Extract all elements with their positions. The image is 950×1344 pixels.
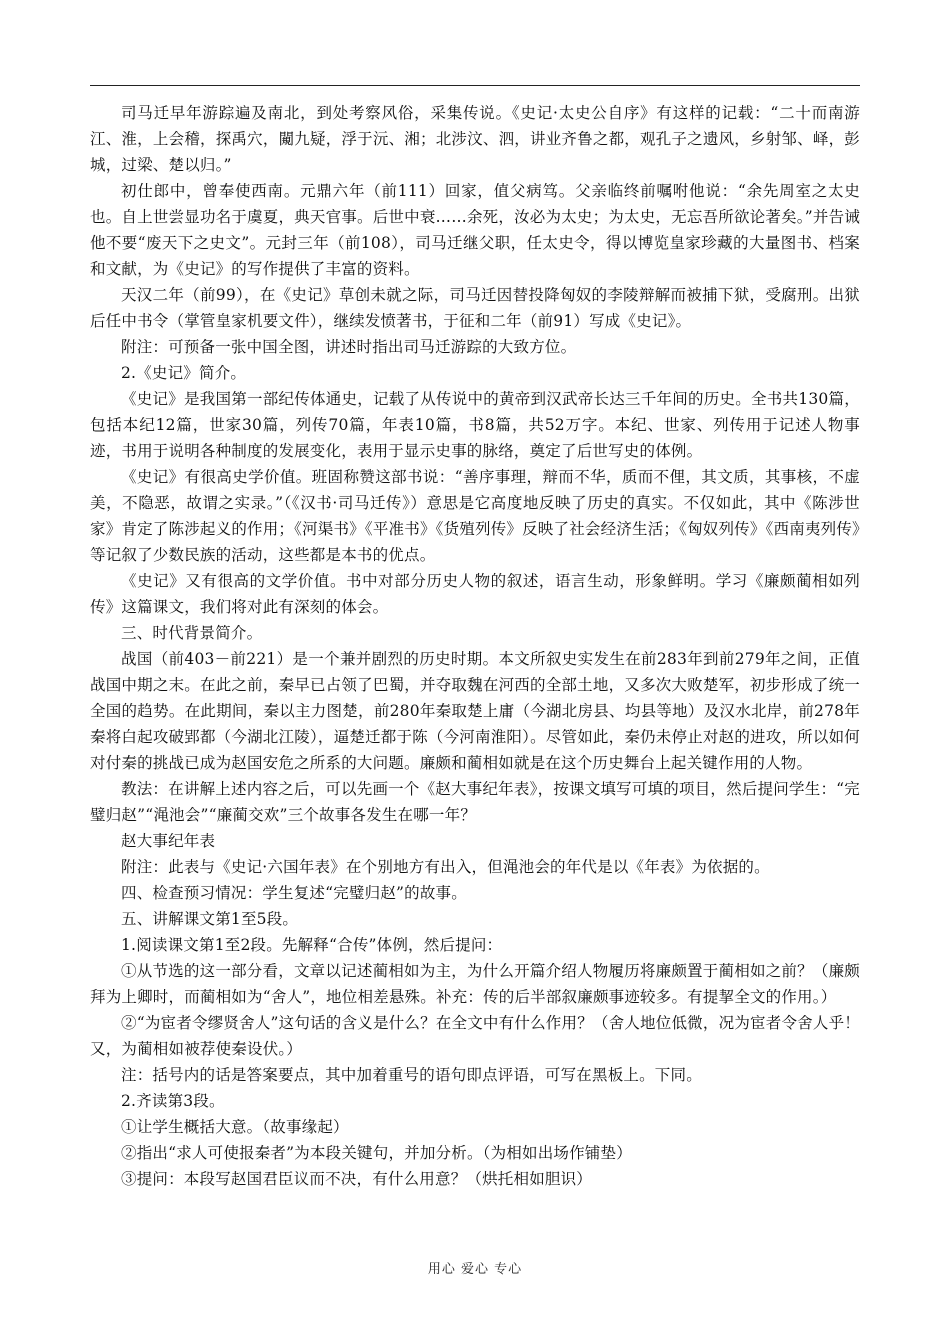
section-heading: 五、讲解课文第1至5段。: [121, 910, 299, 928]
paragraph: 《史记》有很高史学价值。班固称赞这部书说：“善序事理，辩而不华，质而不俚，其文质，其事核，不虚美，不隐恶，故谓之实录。”（《汉书·司马迁传》）意思是它高度地反映了历史的真实。不仅如此，其中《陈涉世家》肯定了陈涉起义的作用；《河渠书》《平准书》《货殖列传》反映了社会经济生活；《匈奴列传》《西南夷列传》等记叙了少数民族的活动，这些都是本书的优点。: [90, 468, 860, 564]
question-item: ①从节选的这一部分看，文章以记述蔺相如为主，为什么开篇介绍人物履历将廉颇置于蔺相如之前？（廉颇拜为上卿时，而蔺相如为“舍人”，地位相差悬殊。补充：传的后半部叙廉颇事迹较多。有提挈全文的作用。）: [90, 962, 860, 1006]
body-text: [90, 100, 860, 1192]
section-heading: 三、时代背景简介。: [121, 624, 263, 642]
paragraph: 司马迁早年游踪遍及南北，到处考察风俗，采集传说。《史记·太史公自序》有这样的记载：“二十而南游江、淮，上会稽，探禹穴，闚九疑，浮于沅、湘；北涉汶、泗，讲业齐鲁之都，观孔子之遗风，乡射邹、峄，彭城，过梁、楚以归。”: [90, 104, 860, 174]
paragraph: 注：括号内的话是答案要点，其中加着重号的语句即点评语，可写在黑板上。下同。: [121, 1066, 702, 1084]
page-footer: 用心 爱心 专心: [427, 1262, 523, 1277]
section-heading: 2.《史记》简介。: [121, 364, 247, 382]
paragraph: 战国（前403－前221）是一个兼并剧烈的历史时期。本文所叙史实发生在前283年到前279年之间，正值战国中期之末。在此之前，秦早已占领了巴蜀，并夺取魏在河西的全部土地，又多次大败楚军，初步形成了统一全国的趋势。在此期间，秦以主力图楚，前280年秦取楚上庸（今湖北房县、均县等地）及汉水北岸，前278年秦将白起攻破郢都（今湖北江陵），逼楚迁都于陈（今河南淮阳）。尽管如此，秦仍未停止对赵的进攻，所以如何对付秦的挑战已成为赵国安危之所系的大问题。廉颇和蔺相如就是在这个历史舞台上起关键作用的人物。: [90, 650, 860, 772]
paragraph: 初仕郎中，曾奉使西南。元鼎六年（前111）回家，值父病笃。父亲临终前嘱咐他说：“余先周室之太史也。自上世尝显功名于虞夏，典天官事。后世中衰……余死，汝必为太史；为太史，无忘吾所欲论著矣。”并告诫他不要“废天下之史文”。元封三年（前108），司马迁继父职，任太史令，得以博览皇家珍藏的大量图书、档案和文献，为《史记》的写作提供了丰富的资料。: [90, 182, 860, 278]
paragraph: 《史记》是我国第一部纪传体通史，记载了从传说中的黄帝到汉武帝长达三千年间的历史。全书共130篇，包括本纪12篇，世家30篇，列传70篇，年表10篇，书8篇，共52万字。本纪、世家、列传用于记述人物事迹，书用于说明各种制度的发展变化，表用于显示史事的脉络，奠定了后世写史的体例。: [90, 390, 860, 460]
table-caption: 赵大事纪年表: [121, 832, 216, 850]
section-heading: 四、检查预习情况：学生复述“完璧归赵”的故事。: [121, 884, 467, 902]
header-rule: [90, 85, 860, 86]
paragraph: 1.阅读课文第1至2段。先解释“合传”体例，然后提问：: [121, 936, 503, 954]
question-item: ③提问：本段写赵国君臣议而不决，有什么用意？（烘托相如胆识）: [121, 1170, 593, 1188]
paragraph: 2.齐读第3段。: [121, 1092, 225, 1110]
paragraph: 附注：可预备一张中国全图，讲述时指出司马迁游踪的大致方位。: [121, 338, 577, 356]
paragraph: 天汉二年（前99），在《史记》草创未就之际，司马迁因替投降匈奴的李陵辩解而被捕下狱，受腐刑。出狱后任中书令（掌管皇家机要文件），继续发愤著书，于征和二年（前91）写成《史记》。: [90, 286, 860, 330]
question-item: ①让学生概括大意。（故事缘起）: [121, 1118, 349, 1136]
paragraph: 《史记》又有很高的文学价值。书中对部分历史人物的叙述，语言生动，形象鲜明。学习《廉颇蔺相如列传》这篇课文，我们将对此有深刻的体会。: [90, 572, 860, 616]
paragraph: 附注：此表与《史记·六国年表》在个别地方有出入，但渑池会的年代是以《年表》为依据的。: [121, 858, 770, 876]
paragraph: 教法：在讲解上述内容之后，可以先画一个《赵大事纪年表》，按课文填写可填的项目，然后提问学生：“完璧归赵”“渑池会”“廉蔺交欢”三个故事各发生在哪一年？: [90, 780, 860, 824]
question-item: ②“为宦者令缪贤舍人”这句话的含义是什么？在全文中有什么作用？（舍人地位低微，况为宦者令舍人乎！又，为蔺相如被荐使秦设伏。）: [90, 1014, 860, 1058]
question-item: ②指出“求人可使报秦者”为本段关键句，并加分析。（为相如出场作铺垫）: [121, 1144, 632, 1162]
